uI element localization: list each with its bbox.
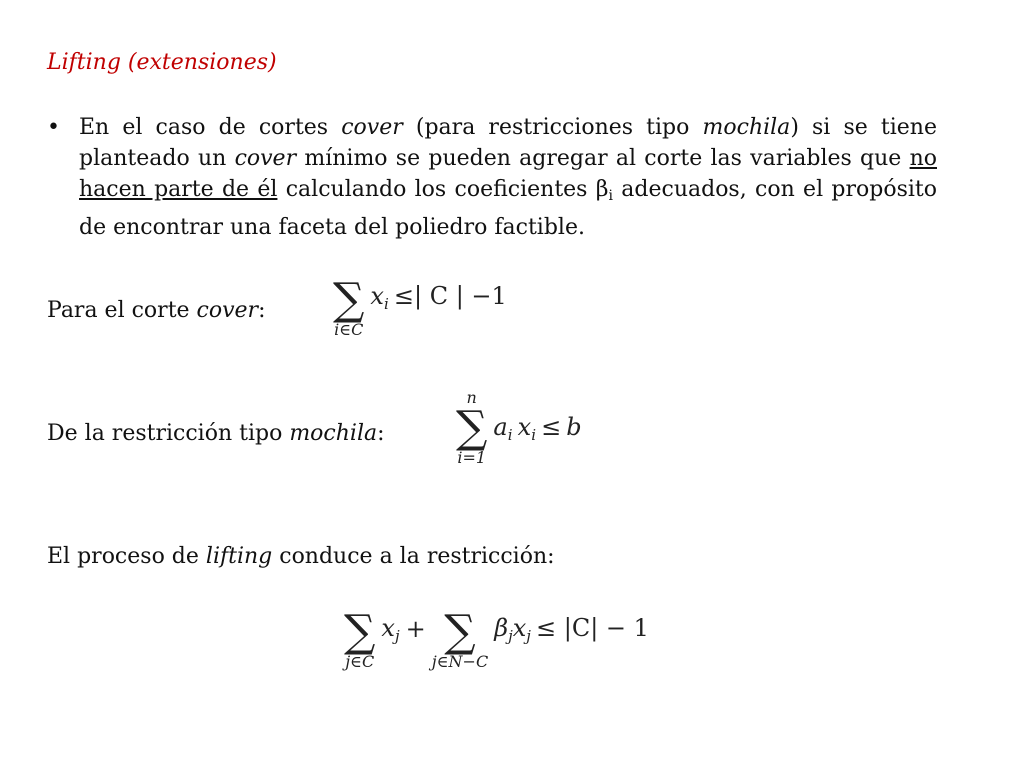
- cover-prefix: Para el corte: [47, 298, 197, 323]
- lifted-terms: βjxj ≤ |C| − 1: [494, 613, 649, 645]
- bullet-part2: (para restricciones tipo: [402, 115, 703, 140]
- cover-rhs: ≤| C | −1: [393, 281, 507, 310]
- bullet-text: [79, 112, 937, 243]
- bullet-part6: adecuados, con el propósito de encontrar una faceta del poliedro factible.: [79, 177, 937, 240]
- sum-sub-lifted-1: j∈C: [345, 652, 375, 671]
- bullet-item: [47, 112, 937, 243]
- lifting-prefix: El proceso de: [47, 544, 206, 569]
- sum-sub-cover: i∈C: [334, 320, 364, 339]
- bullet-beta-sub: i: [608, 188, 613, 204]
- formula-knapsack: [456, 388, 582, 466]
- cover-italic: cover: [196, 298, 259, 323]
- bullet-cover2: cover: [234, 146, 297, 171]
- cover-suffix: :: [258, 298, 266, 323]
- bullet-mochila: mochila: [702, 115, 791, 140]
- sum-sub-knapsack: i=1: [457, 448, 487, 467]
- bullet-part1: En el caso de cortes: [79, 115, 342, 140]
- sum-symbol-lifted-2: ∑ j∈N−C: [431, 606, 489, 671]
- formula-lifted: ∑ j∈C xj + ∑ j∈N−C βjxj ≤ |C| − 1: [344, 606, 649, 671]
- knapsack-suffix: :: [377, 421, 385, 446]
- sum-symbol-cover: ∑ i∈C: [333, 274, 365, 339]
- bullet-cover1: cover: [341, 115, 403, 140]
- bullet-part5: calculando los coeficientes β: [277, 177, 609, 202]
- knapsack-prefix: De la restricción tipo: [47, 421, 290, 446]
- sum-sup-knapsack: n: [466, 388, 477, 407]
- sum-sub-lifted-2: j∈N−C: [431, 652, 489, 671]
- cover-line: [47, 295, 266, 326]
- bullet-part3: ) si se tiene planteado un: [79, 115, 937, 171]
- lifting-line: [47, 541, 555, 572]
- knapsack-terms: ai xi ≤ b: [493, 412, 582, 444]
- slide-title: Lifting (extensiones): [47, 50, 277, 75]
- knapsack-italic: mochila: [289, 421, 378, 446]
- bullet-dot: •: [47, 115, 60, 140]
- lifting-italic: lifting: [205, 544, 273, 569]
- cover-terms: xi ≤| C | −1: [370, 281, 507, 313]
- knapsack-line: [47, 418, 385, 449]
- bullet-part4: mínimo se pueden agregar al corte las variables que: [296, 146, 910, 171]
- bullet-underlined: no hacen parte de él: [79, 146, 937, 202]
- sum-symbol-lifted-1: ∑ j∈C: [344, 606, 376, 671]
- lifting-suffix: conduce a la restricción:: [272, 544, 555, 569]
- formula-cover: [333, 274, 507, 339]
- sum-symbol-knapsack: n ∑ i=1: [456, 388, 488, 467]
- lifted-rhs: ≤ |C| − 1: [536, 613, 649, 642]
